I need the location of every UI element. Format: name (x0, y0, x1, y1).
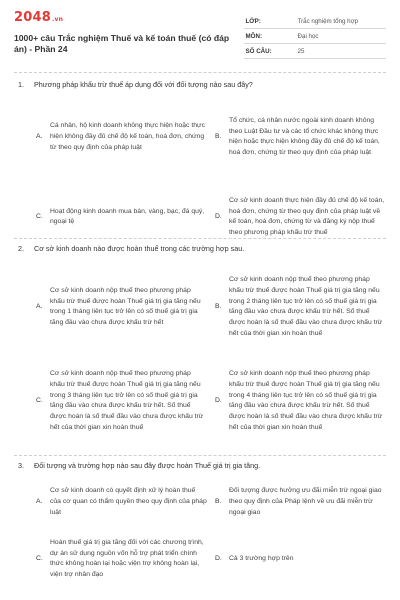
document-title: 1000+ câu Trắc nghiệm Thuế và kế toán thuế (có đáp án) - Phần 24 (14, 33, 230, 55)
option-text: Cá nhân, hộ kinh doanh không thực hiện hoặc thực hiện không đầy đủ chế độ kế toán, hoá đơn, chứng từ theo quy định của pháp luật (50, 122, 205, 151)
question-1 (14, 80, 386, 256)
meta-key: MÔN: (244, 29, 296, 44)
meta-value: Đại học (296, 29, 386, 44)
option-letter: B. (215, 498, 222, 506)
question-3 (14, 461, 386, 591)
question-prompt (14, 244, 386, 254)
meta-key: SỐ CÂU: (244, 44, 296, 59)
question-divider (14, 455, 386, 456)
meta-key: LỚP: (244, 14, 296, 29)
option-text: Hoàn thuế giá trị gia tăng đối với các chương trình, dự án sử dụng nguồn vốn hỗ trợ phát triển chính thức không hoàn lại hoặc viện trợ không hoàn lại, viện trợ nhân đạo (50, 538, 204, 579)
meta-row-subject (244, 29, 386, 44)
question-text: Cơ sở kinh doanh nào được hoàn thuế trong các trường hợp sau. (34, 244, 245, 253)
option-text: Hoạt động kinh doanh mua bán, vàng, bạc, đá quý, ngoại tệ (50, 207, 205, 226)
option-a[interactable] (36, 96, 207, 178)
meta-row-class (244, 14, 386, 29)
header-left (14, 10, 244, 59)
option-text: Cơ sở kinh doanh nộp thuế theo phương pháp khấu trừ thuế được hoàn Thuế giá trị gia tăng nếu trong 3 tháng liên tục trở lên có số thuế giá trị gia tăng đầu vào chưa được khấu trừ hết. Số thuế được hoàn là số thuế đầu vào chưa được khấu trừ hết của thời gian xin hoàn thuế (50, 370, 204, 431)
option-text: Cơ sở kinh doanh nộp thuế theo phương pháp khấu trừ thuế được hoàn Thuế giá trị gia tăng nếu trong 2 tháng liên tục trở lên có số thuế giá trị gia tăng đầu vào chưa được khấu trừ hết. Số thuế được hoàn là số thuế đầu vào chưa được khấu trừ hết của thời gian xin hoàn thuế (229, 276, 383, 337)
option-c[interactable] (36, 527, 207, 591)
meta-value: 25 (296, 44, 386, 59)
document-header (14, 10, 386, 59)
document-meta-table (244, 14, 386, 59)
question-text: Đối tượng và trường hợp nào sau đây được hoàn Thuế giá trị gia tăng. (34, 461, 261, 470)
option-b[interactable] (215, 477, 386, 527)
option-d[interactable] (215, 354, 386, 448)
logo-suffix: .vn (51, 16, 64, 23)
question-divider (14, 238, 386, 239)
option-text: Cơ sở kinh doanh có quyết định xử lý hoàn thuế của cơ quan có thẩm quyền theo quy định của pháp luật (50, 487, 207, 516)
option-text: Cơ sở kinh doanh thực hiện đầy đủ chế độ kế toán, hoá đơn, chứng từ theo quy định của pháp luật về kế toán, hoá đơn, chứng từ và đăng ký nộp thuế theo phương pháp khấu trừ thuế (229, 196, 385, 237)
option-letter: C. (36, 555, 43, 563)
question-text: Phương pháp khấu trừ thuế áp dụng đối với đối tượng nào sau đây? (34, 80, 253, 89)
option-text: Cả 3 trường hợp trên (229, 555, 294, 563)
option-letter: A. (36, 303, 43, 311)
option-letter: D. (215, 555, 222, 563)
option-a[interactable] (36, 260, 207, 354)
option-letter: D. (215, 213, 222, 221)
option-letter: C. (36, 213, 43, 221)
option-letter: B. (215, 133, 222, 141)
option-b[interactable] (215, 96, 386, 178)
option-text: Cơ sở kinh doanh nộp thuế theo phương pháp khấu trừ thuế được hoàn Thuế giá trị gia tăng nếu trong 1 tháng liên tục trở lên có số thuế giá trị gia tăng đầu vào chưa được khấu trừ hết (50, 286, 201, 327)
option-letter: D. (215, 397, 222, 405)
option-d[interactable] (215, 527, 386, 591)
option-letter: C. (36, 397, 43, 405)
question-number: 2. (18, 244, 24, 253)
header-divider (14, 72, 386, 73)
question-prompt (14, 461, 386, 471)
option-c[interactable] (36, 354, 207, 448)
option-text: Tổ chức, cá nhân nước ngoài kinh doanh không theo Luật Đầu tư và các tổ chức khác không thực hiện hoặc thực hiện không đầy đủ chế độ kế toán, hoá đơn, chứng từ theo quy định của pháp luật (229, 116, 380, 157)
option-text: Đối tượng được hưởng ưu đãi miễn trừ ngoại giao theo quy định của Pháp lệnh về ưu đãi miễn trừ ngoại giao (229, 487, 382, 516)
question-number: 3. (18, 461, 24, 470)
option-b[interactable] (215, 260, 386, 354)
option-grid (14, 96, 386, 256)
question-2 (14, 244, 386, 448)
question-number: 1. (18, 80, 24, 89)
option-a[interactable] (36, 477, 207, 527)
meta-row-count (244, 44, 386, 59)
option-grid (14, 260, 386, 448)
option-text: Cơ sở kinh doanh nộp thuế theo phương pháp khấu trừ thuế được hoàn Thuế giá trị gia tăng nếu trong 4 tháng liên tục trở lên có số thuế giá trị gia tăng đầu vào chưa được khấu trừ hết. Số thuế được hoàn là số thuế đầu vào chưa được khấu trừ hết của thời gian xin hoàn thuế (229, 370, 383, 431)
option-letter: A. (36, 498, 43, 506)
option-letter: A. (36, 133, 43, 141)
option-letter: B. (215, 303, 222, 311)
logo-main: 2048 (14, 10, 51, 25)
option-grid (14, 477, 386, 591)
meta-value: Trắc nghiệm tổng hợp (296, 14, 386, 29)
site-logo[interactable] (14, 10, 244, 25)
question-prompt (14, 80, 386, 90)
